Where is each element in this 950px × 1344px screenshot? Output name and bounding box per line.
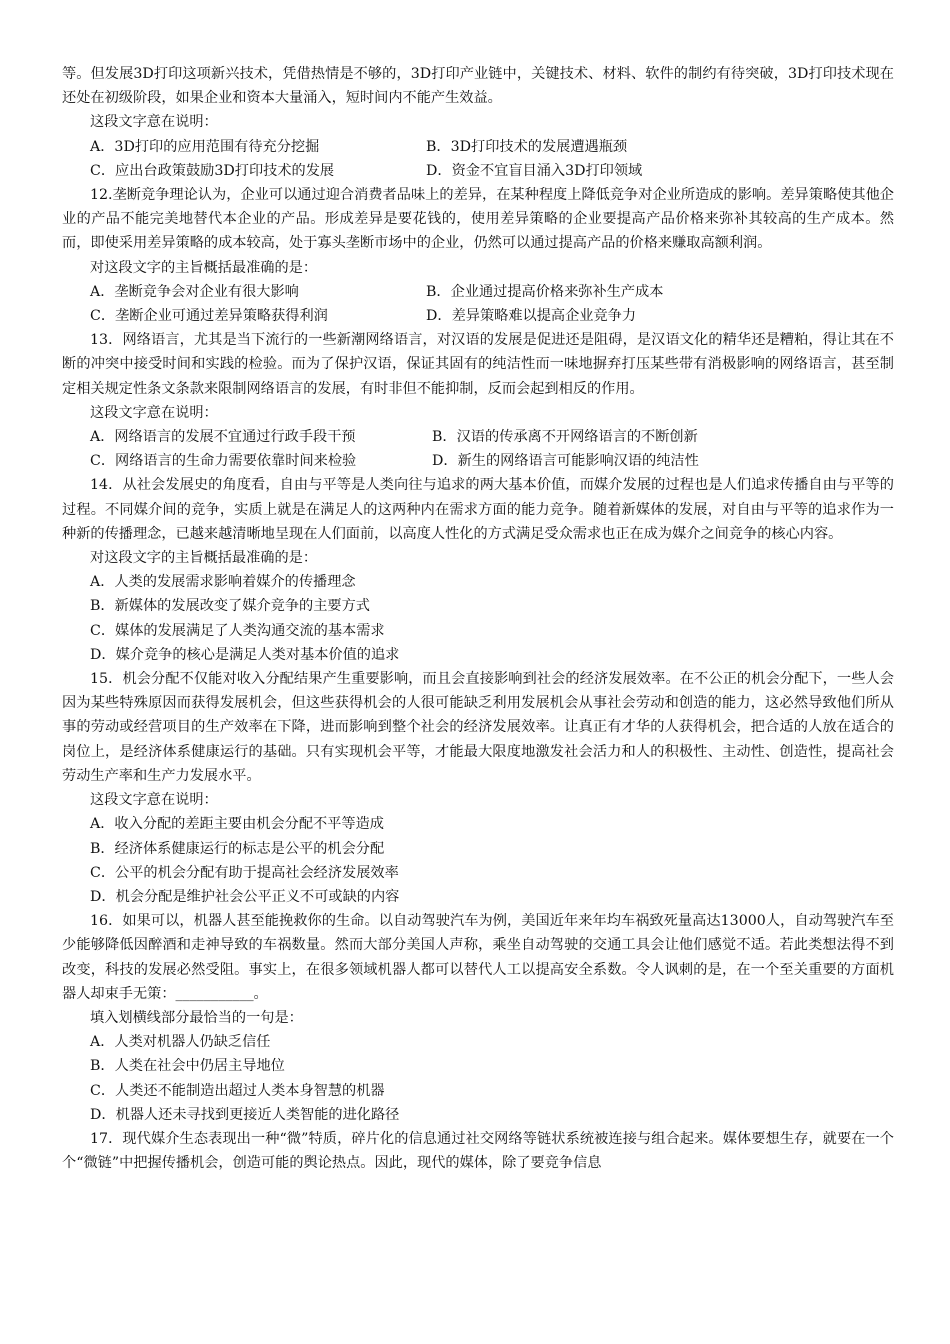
document-body: [62, 62, 894, 1175]
q15-prompt: 这段文字意在说明：: [90, 792, 218, 809]
q11-passage-continuation: 等。但发展3D打印这项新兴技术，凭借热情是不够的，3D打印产业链中，关键技术、材料、软件的制约有待突破，3D打印技术现在还处在初级阶段，如果企业和资本大量涌入，短时间内不能产生效益。: [62, 66, 894, 107]
q13-passage: 13．网络语言，尤其是当下流行的一些新潮网络语言，对汉语的发展是促进还是阻碍，是汉语文化的精华还是糟粕，得让其在不断的冲突中接受时间和实践的检验。而为了保护汉语，保证其固有的纯洁性而一味地摒弃打压某些带有消极影响的网络语言，甚至制定相关规定性条文条款来限制网络语言的发展，有时非但不能抑制，反而会起到相反的作用。: [62, 332, 894, 397]
q14-option-d: D．媒介竞争的核心是满足人类对基本价值的追求: [90, 646, 400, 663]
q13-option-d: D．新生的网络语言可能影响汉语的纯洁性: [432, 453, 699, 470]
q16-option-c: C．人类还不能制造出超过人类本身智慧的机器: [90, 1082, 385, 1099]
q16-option-a: A．人类对机器人仍缺乏信任: [90, 1034, 271, 1051]
q14-option-b: B．新媒体的发展改变了媒介竞争的主要方式: [90, 598, 370, 615]
q15-option-a: A．收入分配的差距主要由机会分配不平等造成: [90, 816, 384, 833]
q12-option-b: B．企业通过提高价格来弥补生产成本: [426, 283, 664, 300]
q12-passage: 12.垄断竞争理论认为，企业可以通过迎合消费者品味上的差异，在某种程度上降低竞争对企业所造成的影响。差异策略使其他企业的产品不能完美地替代本企业的产品。形成差异是要花钱的，使用差异策略的企业要提高产品价格来弥补其较高的生产成本。然而，即使采用差异策略的成本较高，处于寡头垄断市场中的企业，仍然可以通过提高产品的价格来赚取高额利润。: [62, 187, 894, 252]
q16-option-d: D．机器人还未寻找到更接近人类智能的进化路径: [90, 1106, 400, 1123]
q13-option-c: C．网络语言的生命力需要依靠时间来检验: [90, 453, 357, 470]
q12-option-c: C．垄断企业可通过差异策略获得利润: [90, 308, 328, 325]
q12-prompt: 对这段文字的主旨概括最准确的是：: [90, 259, 318, 276]
q16-prompt: 填入划横线部分最恰当的一句是：: [90, 1009, 303, 1026]
q11-options-row-1: [62, 135, 894, 159]
q12-options-row-2: [62, 304, 894, 328]
q15-option-c: C．公平的机会分配有助于提高社会经济发展效率: [90, 864, 399, 881]
q11-option-a: A．3D打印的应用范围有待充分挖掘: [90, 138, 320, 155]
q11-option-b: B．3D打印技术的发展遭遇瓶颈: [426, 138, 628, 155]
q16-passage: 16．如果可以，机器人甚至能挽救你的生命。以自动驾驶汽车为例，美国近年来年均车祸致死量高达13000人，自动驾驶汽车至少能够降低因醉酒和走神导致的车祸数量。然而大部分美国人声称，乘坐自动驾驶的交通工具会让他们感觉不适。若此类想法得不到改变，科技的发展必然受阻。事实上，在很多领域机器人都可以替代人工以提高安全系数。令人讽刺的是，在一个至关重要的方面机器人却束手无策：___________。: [62, 913, 894, 1002]
q11-options-row-2: [62, 159, 894, 183]
q13-prompt: 这段文字意在说明：: [90, 404, 218, 421]
q14-prompt: 对这段文字的主旨概括最准确的是：: [90, 550, 318, 567]
q14-option-a: A．人类的发展需求影响着媒介的传播理念: [90, 574, 356, 591]
q11-option-c: C．应出台政策鼓励3D打印技术的发展: [90, 162, 335, 179]
q12-option-d: D．差异策略难以提高企业竞争力: [426, 308, 637, 325]
q17-passage: 17．现代媒介生态表现出一种“微”特质，碎片化的信息通过社交网络等链状系统被连接与组合起来。媒体要想生存，就要在一个个“微链”中把握传播机会，创造可能的舆论热点。因此，现代的媒体，除了要竞争信息: [62, 1130, 894, 1172]
q11-option-d: D．资金不宜盲目涌入3D打印领域: [426, 162, 643, 179]
q13-options-row-1: [62, 425, 894, 449]
q15-passage: 15．机会分配不仅能对收入分配结果产生重要影响，而且会直接影响到社会的经济发展效率。在不公正的机会分配下，一些人会因为某些特殊原因而获得发展机会，但这些获得机会的人很可能缺乏利用发展机会从事社会劳动和创造的能力，这必然导致他们所从事的劳动或经营项目的生产效率在下降，进而影响到整个社会的经济发展效率。让真正有才华的人获得机会，把合适的人放在适合的岗位上，是经济体系健康运行的基础。只有实现机会平等，才能最大限度地激发社会活力和人的积极性、主动性、创造性，提高社会劳动生产率和生产力发展水平。: [62, 671, 894, 784]
q16-option-b: B．人类在社会中仍居主导地位: [90, 1058, 285, 1075]
q14-option-c: C．媒体的发展满足了人类沟通交流的基本需求: [90, 622, 385, 639]
q11-prompt: 这段文字意在说明：: [90, 114, 218, 131]
q14-passage: 14．从社会发展史的角度看，自由与平等是人类向往与追求的两大基本价值，而媒介发展的过程也是人们追求传播自由与平等的过程。不同媒介间的竞争，实质上就是在满足人的这两种内在需求方面的能力竞争。随着新媒体的发展，对自由与平等的追求作为一种新的传播理念，已越来越清晰地呈现在人们面前，以高度人性化的方式满足受众需求也正在成为媒介之间竞争的核心内容。: [62, 477, 894, 542]
q15-option-b: B．经济体系健康运行的标志是公平的机会分配: [90, 840, 385, 857]
q12-options-row-1: [62, 280, 894, 304]
q12-option-a: A．垄断竞争会对企业有很大影响: [90, 283, 299, 300]
q13-options-row-2: [62, 449, 894, 473]
q15-option-d: D．机会分配是维护社会公平正义不可或缺的内容: [90, 888, 400, 905]
q13-option-a: A．网络语言的发展不宜通过行政手段干预: [90, 429, 356, 446]
q13-option-b: B．汉语的传承离不开网络语言的不断创新: [432, 429, 698, 446]
